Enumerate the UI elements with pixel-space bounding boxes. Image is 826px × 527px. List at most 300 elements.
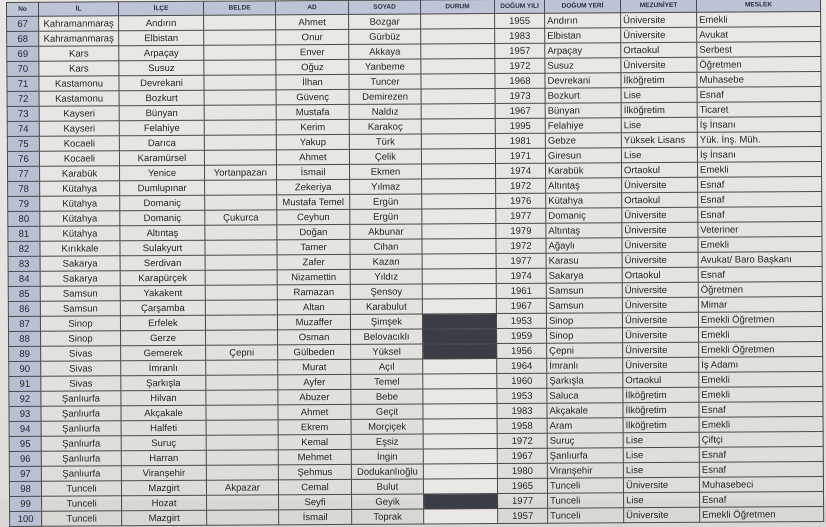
cell-dogum-yeri: Karabük xyxy=(545,163,621,178)
cell-dogum-yeri: Devrekani xyxy=(545,73,621,88)
cell-il: Sinop xyxy=(41,331,121,346)
cell-dogum-yeri: Domaniç xyxy=(546,208,622,223)
cell-durum xyxy=(423,464,497,479)
cell-dogum-yeri: Bünyan xyxy=(545,103,621,118)
cell-durum xyxy=(422,254,496,269)
cell-soyad: Yanbeme xyxy=(349,59,421,74)
cell-soyad: Gürbüz xyxy=(349,29,421,44)
cell-il: Kastamonu xyxy=(39,76,119,91)
cell-il: Kütahya xyxy=(40,181,120,196)
cell-ilce: Viranşehir xyxy=(121,465,206,481)
cell-belde xyxy=(204,105,276,120)
cell-soyad: Bozgar xyxy=(349,14,421,29)
cell-ilce: Mazgirt xyxy=(122,510,207,526)
cell-durum xyxy=(421,149,495,164)
cell-ad: Ramazan xyxy=(277,284,350,299)
cell-dogum-yeri: Şarkışla xyxy=(547,373,623,388)
cell-il: Sakarya xyxy=(40,271,120,286)
cell-mezuniyet: Üniversite xyxy=(622,252,698,267)
cell-no: 92 xyxy=(9,391,41,406)
cell-no: 74 xyxy=(7,121,39,136)
cell-dogum-yeri: Aram xyxy=(547,418,623,433)
cell-soyad: Şimşek xyxy=(350,314,422,329)
table-wrap xyxy=(6,0,823,525)
cell-ilce: Harran xyxy=(121,450,206,466)
cell-meslek: Çiftçi xyxy=(699,432,823,448)
cell-dogum-yeri: Altıntaş xyxy=(546,223,622,238)
cell-ilce: Altıntaş xyxy=(120,225,205,241)
cell-il: Kütahya xyxy=(40,211,120,226)
cell-meslek: Esnaf xyxy=(700,492,824,508)
cell-soyad: Dodukanlıoğlu xyxy=(351,464,423,479)
cell-ilce: Domaniç xyxy=(120,210,205,226)
cell-ad: Ayfer xyxy=(278,374,351,389)
cell-belde xyxy=(205,300,277,315)
cell-dogum-yili: 1995 xyxy=(495,118,545,133)
cell-belde xyxy=(206,450,278,465)
cell-dogum-yeri: Elbistan xyxy=(545,28,621,43)
cell-meslek: Emekli Öğretmen xyxy=(699,342,823,358)
cell-dogum-yili: 1981 xyxy=(495,133,545,148)
cell-meslek: Mimar xyxy=(698,297,822,313)
cell-ilce: Suruç xyxy=(121,435,206,451)
cell-meslek: Avukat/ Baro Başkanı xyxy=(698,252,822,268)
cell-belde: Akpazar xyxy=(206,480,278,495)
cell-soyad: Akbunar xyxy=(350,224,422,239)
cell-mezuniyet: İlköğretim xyxy=(623,402,699,417)
cell-belde xyxy=(206,435,278,450)
cell-ilce: Yakakent xyxy=(120,285,205,301)
cell-dogum-yili: 1965 xyxy=(497,478,547,493)
cell-dogum-yeri: Susuz xyxy=(545,58,621,73)
cell-durum xyxy=(421,29,495,44)
cell-belde xyxy=(206,330,278,345)
cell-ilce: Yenice xyxy=(120,165,205,181)
cell-mezuniyet: Lise xyxy=(623,432,699,447)
cell-mezuniyet: Lise xyxy=(621,117,697,132)
cell-il: Sakarya xyxy=(40,256,120,271)
cell-dogum-yeri: Andırın xyxy=(545,13,621,28)
cell-no: 72 xyxy=(7,91,39,106)
cell-soyad: Ergün xyxy=(350,194,422,209)
cell-dogum-yili: 1977 xyxy=(496,253,546,268)
cell-soyad: Bebe xyxy=(351,389,423,404)
cell-durum xyxy=(424,494,498,509)
cell-mezuniyet: Üniversite xyxy=(622,312,698,327)
cell-meslek: Esnaf xyxy=(698,192,822,208)
cell-dogum-yeri: Sinop xyxy=(546,313,622,328)
cell-mezuniyet: Lise xyxy=(621,87,697,102)
cell-soyad: Belovacıklı xyxy=(351,329,423,344)
cell-meslek: Muhasebe xyxy=(697,72,821,88)
cell-belde xyxy=(207,510,279,525)
cell-il: Şanlıurfa xyxy=(41,451,121,466)
cell-meslek: Emekli xyxy=(698,327,822,343)
cell-durum xyxy=(421,119,495,134)
cell-soyad: Bulut xyxy=(351,479,423,494)
cell-mezuniyet: İlköğretim xyxy=(621,72,697,87)
cell-mezuniyet: Lise xyxy=(623,447,699,462)
cell-belde xyxy=(206,390,278,405)
cell-ilce: Domaniç xyxy=(120,195,205,211)
cell-il: Kahramanmaraş xyxy=(39,31,119,46)
cell-no: 79 xyxy=(8,196,40,211)
cell-ilce: Arpaçay xyxy=(119,45,204,61)
cell-belde xyxy=(204,150,276,165)
cell-ilce: Serdivan xyxy=(120,255,205,271)
cell-belde xyxy=(205,225,277,240)
cell-mezuniyet: Lise xyxy=(624,492,700,507)
cell-ad: Enver xyxy=(276,44,349,59)
cell-dogum-yili: 1972 xyxy=(497,433,547,448)
header-dogum-yili: DOĞUM YILI xyxy=(494,0,544,14)
cell-il: Kars xyxy=(39,61,119,76)
cell-no: 100 xyxy=(10,511,42,526)
header-ad: AD xyxy=(275,0,348,14)
cell-dogum-yeri: Viranşehir xyxy=(547,463,623,478)
cell-no: 89 xyxy=(9,346,41,361)
cell-meslek: Emekli xyxy=(697,162,821,178)
cell-no: 78 xyxy=(8,181,40,196)
cell-soyad: Morçiçek xyxy=(351,419,423,434)
cell-mezuniyet: Ortaokul xyxy=(621,162,697,177)
cell-mezuniyet: Ortaokul xyxy=(623,372,699,387)
cell-soyad: Yüksel xyxy=(351,344,423,359)
cell-ad: Cemal xyxy=(278,479,351,494)
cell-ad: Zafer xyxy=(277,254,350,269)
cell-dogum-yeri: Saluca xyxy=(547,388,623,403)
cell-dogum-yili: 1974 xyxy=(496,268,546,283)
cell-mezuniyet: Üniversite xyxy=(622,297,698,312)
cell-dogum-yili: 1972 xyxy=(496,178,546,193)
cell-ad: Zekeriya xyxy=(277,179,350,194)
cell-mezuniyet: Üniversite xyxy=(622,282,698,297)
cell-dogum-yili: 1977 xyxy=(496,208,546,223)
cell-mezuniyet: Lise xyxy=(623,462,699,477)
cell-mezuniyet: Ortaokul xyxy=(622,192,698,207)
cell-no: 67 xyxy=(7,16,39,31)
cell-durum xyxy=(423,374,497,389)
cell-no: 68 xyxy=(7,31,39,46)
cell-mezuniyet: Üniversite xyxy=(623,342,699,357)
cell-mezuniyet: İlköğretim xyxy=(621,102,697,117)
cell-belde xyxy=(205,240,277,255)
cell-belde xyxy=(205,270,277,285)
cell-dogum-yeri: Altıntaş xyxy=(546,178,622,193)
cell-mezuniyet: Üniversite xyxy=(622,177,698,192)
cell-durum xyxy=(422,179,496,194)
cell-soyad: Yılmaz xyxy=(350,179,422,194)
cell-ad: Murat xyxy=(278,359,351,374)
cell-il: Şanlıurfa xyxy=(41,406,121,421)
cell-belde xyxy=(204,120,276,135)
cell-dogum-yeri: Sakarya xyxy=(546,268,622,283)
cell-ilce: Devrekani xyxy=(119,75,204,91)
cell-ilce: Gemerek xyxy=(121,345,206,361)
cell-meslek: Veteriner xyxy=(698,222,822,238)
cell-ad: Oğuz xyxy=(276,59,349,74)
cell-no: 83 xyxy=(8,256,40,271)
cell-il: Kütahya xyxy=(40,196,120,211)
cell-durum xyxy=(421,104,495,119)
cell-no: 95 xyxy=(9,436,41,451)
cell-ad: Mustafa Temel xyxy=(277,194,350,209)
cell-belde xyxy=(204,135,276,150)
cell-mezuniyet: Üniversite xyxy=(621,12,697,27)
cell-meslek: Öğretmen xyxy=(698,282,822,298)
cell-dogum-yili: 1967 xyxy=(495,103,545,118)
cell-durum xyxy=(421,89,495,104)
cell-no: 97 xyxy=(9,466,41,481)
cell-durum xyxy=(423,389,497,404)
cell-dogum-yeri: Akçakale xyxy=(547,403,623,418)
cell-no: 87 xyxy=(8,316,40,331)
cell-durum xyxy=(423,329,497,344)
cell-il: Tunceli xyxy=(41,481,121,496)
cell-ilce: Akçakale xyxy=(121,405,206,421)
cell-dogum-yeri: Bozkurt xyxy=(545,88,621,103)
cell-meslek: Emekli xyxy=(699,417,823,433)
cell-durum xyxy=(421,164,495,179)
cell-dogum-yeri: Şanlıurfa xyxy=(547,448,623,463)
cell-meslek: İş Adamı xyxy=(699,357,823,373)
cell-mezuniyet: Üniversite xyxy=(622,237,698,252)
cell-dogum-yeri: Kütahya xyxy=(546,193,622,208)
cell-dogum-yili: 1967 xyxy=(497,448,547,463)
cell-belde: Çukurca xyxy=(205,210,277,225)
cell-meslek: Öğretmen xyxy=(697,57,821,73)
cell-ad: Ahmet xyxy=(276,14,349,29)
cell-mezuniyet: Üniversite xyxy=(621,57,697,72)
cell-soyad: Ergün xyxy=(350,209,422,224)
cell-dogum-yeri: Tunceli xyxy=(548,508,624,523)
cell-il: Sinop xyxy=(40,316,120,331)
cell-ilce: Felahiye xyxy=(119,120,204,136)
cell-mezuniyet: Üniversite xyxy=(622,222,698,237)
cell-dogum-yeri: Karasu xyxy=(546,253,622,268)
cell-no: 82 xyxy=(8,241,40,256)
cell-dogum-yili: 1983 xyxy=(497,403,547,418)
cell-durum xyxy=(423,449,497,464)
cell-belde xyxy=(206,360,278,375)
cell-ilce: Gerze xyxy=(121,330,206,346)
cell-ad: Gülbeden xyxy=(278,344,351,359)
cell-il: Kırıkkale xyxy=(40,241,120,256)
cell-durum xyxy=(421,14,495,29)
cell-durum xyxy=(422,314,496,329)
cell-soyad: Açıl xyxy=(351,359,423,374)
cell-il: Şanlıurfa xyxy=(41,421,121,436)
cell-dogum-yeri: Felahiye xyxy=(545,118,621,133)
cell-belde xyxy=(205,180,277,195)
cell-belde xyxy=(204,15,276,30)
cell-soyad: Eşsiz xyxy=(351,434,423,449)
cell-no: 88 xyxy=(9,331,41,346)
header-soyad: SOYAD xyxy=(348,0,420,14)
cell-ilce: Erfelek xyxy=(120,315,205,331)
cell-no: 91 xyxy=(9,376,41,391)
cell-dogum-yili: 1977 xyxy=(498,493,548,508)
cell-ilce: Hozat xyxy=(122,495,207,511)
cell-ilce: Şarkışla xyxy=(121,375,206,391)
cell-durum xyxy=(422,239,496,254)
cell-il: Samsun xyxy=(40,301,120,316)
cell-belde xyxy=(206,420,278,435)
cell-il: Kayseri xyxy=(39,106,119,121)
cell-mezuniyet: Üniversite xyxy=(623,357,699,372)
cell-no: 90 xyxy=(9,361,41,376)
cell-ilce: Elbistan xyxy=(119,30,204,46)
cell-soyad: Demirezen xyxy=(349,89,421,104)
cell-dogum-yili: 1973 xyxy=(495,88,545,103)
cell-no: 77 xyxy=(8,166,40,181)
cell-il: Kahramanmaraş xyxy=(39,16,119,31)
cell-no: 86 xyxy=(8,301,40,316)
cell-no: 98 xyxy=(9,481,41,496)
cell-meslek: Emekli xyxy=(697,12,821,28)
cell-soyad: Yıldız xyxy=(350,269,422,284)
cell-ilce: Andırın xyxy=(119,15,204,31)
cell-ad: Yakup xyxy=(276,134,349,149)
cell-meslek: Esnaf xyxy=(698,207,822,223)
cell-ilce: Karapürçek xyxy=(120,270,205,286)
candidate-table xyxy=(6,0,824,527)
cell-soyad: Karabulut xyxy=(350,299,422,314)
cell-meslek: Emekli xyxy=(699,387,823,403)
cell-soyad: Naldız xyxy=(349,104,421,119)
cell-no: 69 xyxy=(7,46,39,61)
cell-soyad: Tuncer xyxy=(349,74,421,89)
cell-durum xyxy=(424,509,498,524)
cell-no: 70 xyxy=(7,61,39,76)
cell-durum xyxy=(421,44,495,59)
cell-belde xyxy=(204,90,276,105)
cell-ad: Kerim xyxy=(276,119,349,134)
cell-ad: Mustafa xyxy=(276,104,349,119)
cell-ad: Doğan xyxy=(277,224,350,239)
cell-ad: Nizamettin xyxy=(277,269,350,284)
cell-durum xyxy=(421,74,495,89)
header-belde: BELDE xyxy=(203,1,275,15)
cell-meslek: Esnaf xyxy=(699,402,823,418)
cell-ad: Ekrem xyxy=(278,419,351,434)
cell-il: Kocaeli xyxy=(39,151,119,166)
cell-no: 93 xyxy=(9,406,41,421)
cell-soyad: Akkaya xyxy=(349,44,421,59)
cell-il: Sivas xyxy=(41,346,121,361)
cell-soyad: Geyik xyxy=(352,494,424,509)
cell-il: Karabük xyxy=(40,166,120,181)
cell-il: Sivas xyxy=(41,376,121,391)
cell-dogum-yeri: İmranlı xyxy=(547,358,623,373)
cell-ad: Onur xyxy=(276,29,349,44)
cell-mezuniyet: İlköğretim xyxy=(623,387,699,402)
header-dogum-yeri: DOĞUM YERİ xyxy=(544,0,620,13)
cell-meslek: Serbest xyxy=(697,42,821,58)
cell-il: Tunceli xyxy=(42,511,122,526)
cell-durum xyxy=(422,284,496,299)
cell-mezuniyet: Lise xyxy=(621,147,697,162)
cell-no: 81 xyxy=(8,226,40,241)
header-durum: DURUM xyxy=(420,0,494,14)
cell-belde: Yortanpazarı xyxy=(205,165,277,180)
cell-dogum-yeri: Giresun xyxy=(545,148,621,163)
cell-il: Şanlıurfa xyxy=(41,391,121,406)
cell-belde xyxy=(207,495,279,510)
cell-soyad: Temel xyxy=(351,374,423,389)
cell-ilce: İmranlı xyxy=(121,360,206,376)
cell-belde: Çepni xyxy=(206,345,278,360)
header-il: İL xyxy=(39,2,119,16)
cell-dogum-yili: 1953 xyxy=(497,388,547,403)
cell-ad: Ahmet xyxy=(276,149,349,164)
cell-ad: İlhan xyxy=(276,74,349,89)
cell-ilce: Hilvan xyxy=(121,390,206,406)
cell-dogum-yeri: Suruç xyxy=(547,433,623,448)
cell-il: Kocaeli xyxy=(39,136,119,151)
cell-belde xyxy=(206,465,278,480)
cell-durum xyxy=(422,209,496,224)
cell-no: 96 xyxy=(9,451,41,466)
cell-meslek: Ticaret xyxy=(697,102,821,118)
cell-durum xyxy=(421,134,495,149)
cell-meslek: Yük. İnş. Müh. xyxy=(697,132,821,148)
cell-ad: Güvenç xyxy=(276,89,349,104)
cell-soyad: İngin xyxy=(351,449,423,464)
cell-belde xyxy=(205,195,277,210)
cell-mezuniyet: Üniversite xyxy=(622,207,698,222)
cell-dogum-yeri: Çepni xyxy=(547,343,623,358)
cell-dogum-yili: 1974 xyxy=(495,163,545,178)
cell-ad: Muzaffer xyxy=(277,314,350,329)
cell-ilce: Dumlupınar xyxy=(120,180,205,196)
cell-dogum-yili: 1968 xyxy=(495,73,545,88)
cell-durum xyxy=(423,359,497,374)
cell-ilce: Darıca xyxy=(119,135,204,151)
cell-mezuniyet: Üniversite xyxy=(623,327,699,342)
cell-soyad: Kazan xyxy=(350,254,422,269)
cell-dogum-yili: 1967 xyxy=(496,298,546,313)
cell-ad: İsmail xyxy=(279,509,352,524)
cell-meslek: Muhasebeci xyxy=(699,477,823,493)
cell-soyad: Şensoy xyxy=(350,284,422,299)
cell-durum xyxy=(423,344,497,359)
cell-ad: Tamer xyxy=(277,239,350,254)
cell-dogum-yili: 1980 xyxy=(497,463,547,478)
cell-meslek: Esnaf xyxy=(698,177,822,193)
cell-mezuniyet: Üniversite xyxy=(623,477,699,492)
cell-il: Kars xyxy=(39,46,119,61)
cell-meslek: Avukat xyxy=(697,27,821,43)
cell-dogum-yili: 1955 xyxy=(495,13,545,28)
header-meslek: MESLEK xyxy=(696,0,820,12)
cell-meslek: Esnaf xyxy=(697,87,821,103)
cell-mezuniyet: Ortaokul xyxy=(621,42,697,57)
cell-no: 71 xyxy=(7,76,39,91)
cell-no: 73 xyxy=(7,106,39,121)
cell-ad: İsmail xyxy=(276,164,349,179)
cell-ad: Seyfi xyxy=(279,494,352,509)
cell-durum xyxy=(422,224,496,239)
cell-ilce: Çarşamba xyxy=(120,300,205,316)
cell-dogum-yili: 1956 xyxy=(497,343,547,358)
cell-ad: Abuzer xyxy=(278,389,351,404)
cell-belde xyxy=(205,315,277,330)
cell-durum xyxy=(423,434,497,449)
cell-ad: Şehmus xyxy=(278,464,351,479)
cell-no: 76 xyxy=(7,151,39,166)
cell-ad: Kemal xyxy=(278,434,351,449)
